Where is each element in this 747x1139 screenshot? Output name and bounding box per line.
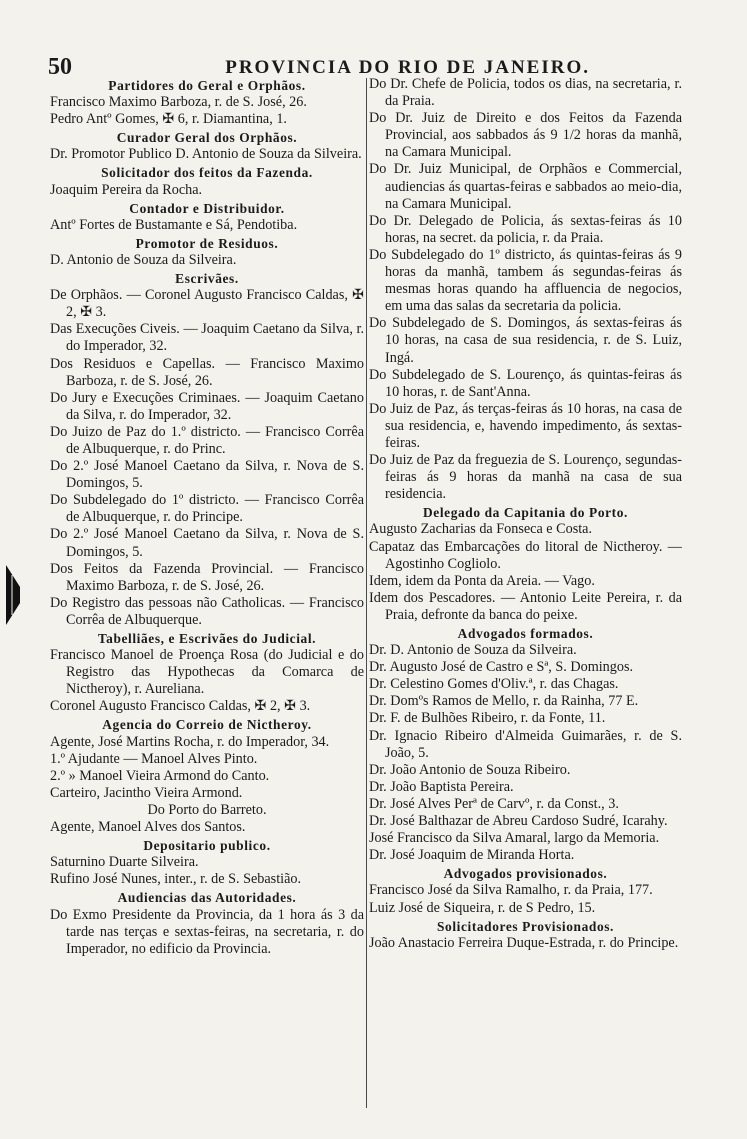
directory-entry: Do Juiz de Paz, ás terças-feiras ás 10 horas, na casa de sua residencia, e, havendo impedimento, ás sextas-feiras.	[369, 400, 682, 451]
page-number: 50	[48, 54, 72, 80]
directory-entry: Dr. Augusto José de Castro e Sª, S. Domingos.	[369, 659, 634, 676]
directory-entry: Idem dos Pescadores. — Antonio Leite Pereira, r. da Praia, defronte da banca do peixe.	[369, 589, 682, 623]
directory-entry: Do 2.º José Manoel Caetano da Silva, r. Nova de S. Domingos, 5.	[50, 526, 364, 560]
directory-entry: Do Subdelegado de S. Lourenço, ás quintas-feiras ás 10 horas, r. de Sant'Anna.	[369, 366, 682, 400]
directory-entry: Das Execuções Civeis. — Joaquim Caetano da Silva, r. do Imperador, 32.	[50, 321, 364, 355]
page-edge-mark	[6, 565, 22, 625]
column-divider	[366, 78, 367, 1108]
directory-entry: Do Registro das pessoas não Catholicas. — Francisco Corrêa de Albuquerque.	[50, 594, 364, 628]
section-heading: Agencia do Correio de Nictheroy.	[102, 717, 312, 733]
section-heading: Contador e Distribuidor.	[129, 200, 285, 216]
directory-entry: Do Subdelegado do 1º districto, ás quintas-feiras ás 9 horas da manhã, tambem ás segundas-feiras ás mesmas horas quando ha affluencia de negocios, em uma das salas da secretaria da policia.	[369, 246, 682, 315]
directory-entry: Augusto Zacharias da Fonseca e Costa.	[369, 521, 592, 538]
directory-entry: Do Dr. Delegado de Policia, ás sextas-feiras ás 10 horas, na secret. da policia, r. da Praia.	[369, 212, 682, 246]
directory-entry: Do Subdelegado de S. Domingos, ás sextas-feiras ás 10 horas, na casa de sua residencia, r. de S. Luiz, Ingá.	[369, 315, 682, 366]
directory-entry: Dr. Promotor Publico D. Antonio de Souza da Silveira.	[50, 146, 362, 163]
right-column	[369, 76, 682, 1126]
directory-entry: Dr. João Antonio de Souza Ribeiro.	[369, 761, 571, 778]
directory-entry: José Francisco da Silva Amaral, largo da Memoria.	[369, 830, 660, 847]
directory-entry: De Orphãos. — Coronel Augusto Francisco Caldas, ✠ 2, ✠ 3.	[50, 287, 364, 321]
section-heading: Promotor de Residuos.	[135, 235, 279, 251]
directory-entry: Dos Residuos e Capellas. — Francisco Maximo Barboza, r. de S. José, 26.	[50, 355, 364, 389]
directory-entry: Dr. José Balthazar de Abreu Cardoso Sudré, Icarahy.	[369, 813, 668, 830]
directory-entry: D. Antonio de Souza da Silveira.	[50, 251, 237, 268]
directory-entry: 1.º Ajudante — Manoel Alves Pinto.	[50, 750, 258, 767]
directory-entry: Pedro Antº Gomes, ✠ 6, r. Diamantina, 1.	[50, 111, 287, 128]
directory-entry: Do Jury e Execuções Criminaes. — Joaquim Caetano da Silva, r. do Imperador, 32.	[50, 389, 364, 423]
directory-entry: Capataz das Embarcações do litoral de Nictheroy. — Agostinho Cogliolo.	[369, 538, 682, 572]
directory-entry: Dr. José Joaquim de Miranda Horta.	[369, 847, 575, 864]
section-heading: Solicitadores Provisionados.	[436, 918, 614, 934]
directory-entry: Do Subdelegado do 1º districto. — Francisco Corrêa de Albuquerque, r. do Principe.	[50, 492, 364, 526]
directory-entry: Agente, Manoel Alves dos Santos.	[50, 819, 246, 836]
directory-entry: Do Dr. Chefe de Policia, todos os dias, na secretaria, r. da Praia.	[369, 76, 682, 110]
section-heading: Delegado da Capitania do Porto.	[423, 505, 628, 521]
directory-entry: Luiz José de Siqueira, r. de S Pedro, 15.	[369, 899, 596, 916]
section-heading: Tabelliães, e Escrivães do Judicial.	[97, 631, 317, 646]
directory-entry: Joaquim Pereira da Rocha.	[50, 181, 203, 198]
directory-entry: Do Dr. Juiz Municipal, de Orphãos e Commercial, audiencias ás quartas-feiras e sabbados ao meio-dia, na Camara Municipal.	[369, 161, 682, 212]
directory-entry: João Anastacio Ferreira Duque-Estrada, r. do Principe.	[369, 934, 679, 951]
section-heading: Curador Geral dos Orphãos.	[116, 130, 298, 146]
section-heading: Advogados formados.	[457, 626, 594, 641]
directory-entry: Saturnino Duarte Silveira.	[50, 854, 199, 871]
directory-entry: Rufino José Nunes, inter., r. de S. Sebastião.	[50, 871, 302, 888]
section-heading: Escrivães.	[175, 271, 239, 287]
directory-entry: Francisco José da Silva Ramalho, r. da Praia, 177.	[369, 882, 653, 899]
directory-entry: Dr. José Alves Perª de Carvº, r. da Const., 3.	[369, 795, 619, 812]
directory-entry: Dr. Domºs Ramos de Mello, r. da Rainha, 77 E.	[369, 693, 639, 710]
left-column	[50, 76, 364, 1126]
running-title: PROVINCIA DO RIO DE JANEIRO.	[225, 57, 590, 78]
directory-entry: Dr. F. de Bulhões Ribeiro, r. da Fonte, 11.	[369, 710, 606, 727]
directory-entry: Do Porto do Barreto.	[147, 801, 267, 818]
section-heading: Advogados provisionados.	[443, 866, 608, 882]
directory-entry: Idem, idem da Ponta da Areia. — Vago.	[369, 572, 595, 589]
directory-entry: Do Exmo Presidente da Provincia, da 1 hora ás 3 da tarde nas terças e sextas-feiras, na secretaria, r. do Imperador, no edificio da Provincia.	[50, 906, 364, 957]
section-heading: Solicitador dos feitos da Fazenda.	[101, 165, 313, 181]
directory-entry: Do Dr. Juiz de Direito e dos Feitos da Fazenda Provincial, aos sabbados ás 9 1/2 horas da manhã, na Camara Municipal.	[369, 110, 682, 161]
directory-entry: 2.º » Manoel Vieira Armond do Canto.	[50, 767, 270, 784]
directory-entry: Coronel Augusto Francisco Caldas, ✠ 2, ✠ 3.	[50, 698, 311, 715]
section-heading: Partidores do Geral e Orphãos.	[108, 78, 306, 93]
directory-entry: Francisco Manoel de Proença Rosa (do Judicial e do Registro das Hypothecas da Comarca de Nictheroy), r. Aureliana.	[50, 647, 364, 698]
directory-entry: Carteiro, Jacintho Vieira Armond.	[50, 784, 243, 801]
directory-entry: Francisco Maximo Barboza, r. de S. José, 26.	[50, 94, 307, 111]
directory-entry: Dr. D. Antonio de Souza da Silveira.	[369, 642, 577, 659]
section-heading: Audiencias das Autoridades.	[117, 890, 297, 906]
directory-entry: Dos Feitos da Fazenda Provincial. — Francisco Maximo Barboza, r. de S. José, 26.	[50, 560, 364, 594]
section-heading: Depositario publico.	[143, 838, 271, 854]
directory-entry: Do Juiz de Paz da freguezia de S. Lourenço, segundas-feiras ás 9 horas da manhã na casa de sua residencia.	[369, 452, 682, 503]
directory-entry: Do 2.º José Manoel Caetano da Silva, r. Nova de S. Domingos, 5.	[50, 458, 364, 492]
directory-entry: Dr. Celestino Gomes d'Oliv.ª, r. das Chagas.	[369, 676, 619, 693]
directory-entry: Dr. João Baptista Pereira.	[369, 778, 514, 795]
directory-entry: Agente, José Martins Rocha, r. do Imperador, 34.	[50, 733, 330, 750]
directory-entry: Dr. Ignacio Ribeiro d'Almeida Guimarães, r. de S. João, 5.	[369, 727, 682, 761]
directory-entry: Antº Fortes de Bustamante e Sá, Pendotiba.	[50, 216, 298, 233]
directory-entry: Do Juizo de Paz do 1.º districto. — Francisco Corrêa de Albuquerque, r. do Princ.	[50, 423, 364, 457]
